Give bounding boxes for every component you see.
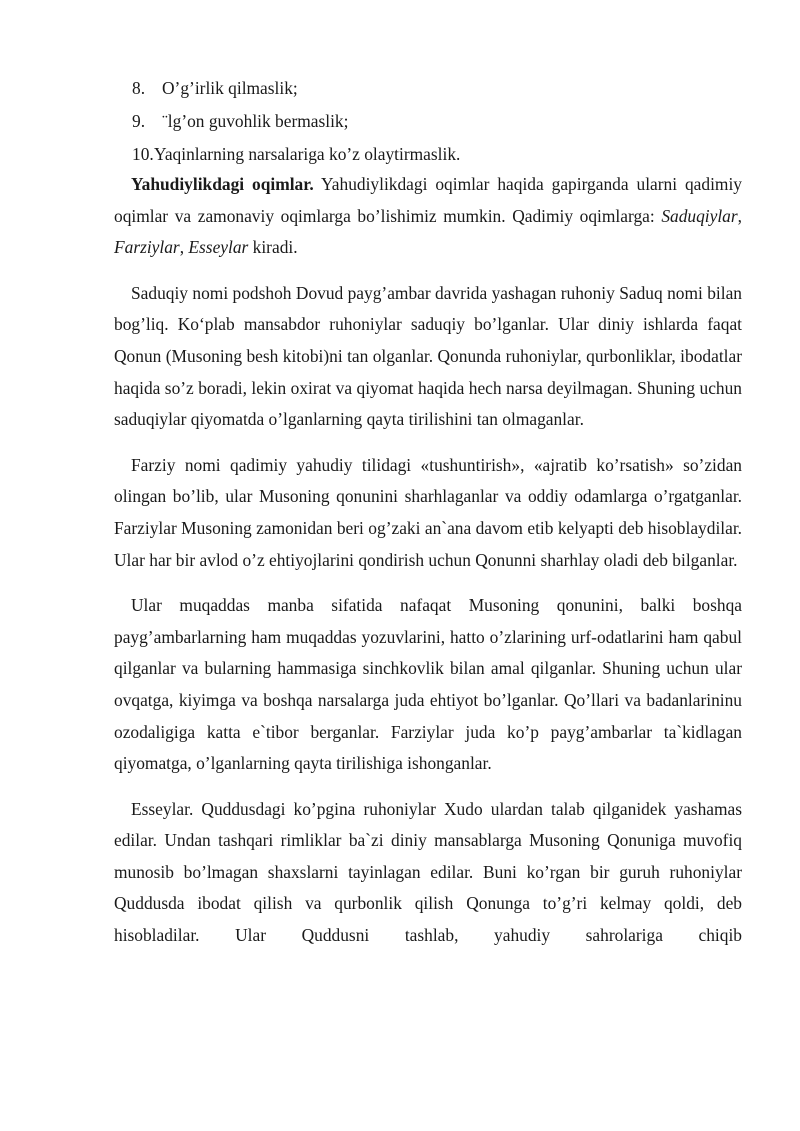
list-text: Yaqinlarning narsalariga ko’z olaytirmaslik. bbox=[154, 144, 461, 164]
separator: , bbox=[737, 205, 742, 226]
list-item bbox=[114, 105, 742, 138]
paragraph-saduqiylar: Saduqiy nomi podshoh Dovud payg’ambar davrida yashagan ruhoniy Saduq nomi bilan bog’liq. Ko‘plab mansabdor ruhoniylar saduqiy bo’lganlar. Ular diniy ishlarda faqat Qonun (Musoning besh kitobi)ni tan olganlar. Qonunda ruhoniylar, qurbonliklar, ibodatlar haqida so’z boradi, lekin oxirat va qiyomat haqida hech narsa deyilmagan. Shuning uchun saduqiylar qiyomatda o’lganlarning qayta tirilishini tan olmaganlar. bbox=[114, 282, 742, 430]
list-number: 9. bbox=[132, 111, 146, 131]
paragraph-muqaddas: Ular muqaddas manba sifatida nafaqat Musoning qonunini, balki boshqa payg’ambarlarning ham muqaddas yozuvlarini, hatto o’zlarining urf-odatlarini ham qabul qilganlar va bularning hammasiga sinchkovlik bilan amal qilganlar. Shuning uchun ular ovqatga, kiyimga va boshqa narsalarga juda ehtiyot bo’lganlar. Qo’llari va badanlarininu ozodaligiga katta e`tibor berganlar. Farziylar juda ko’p payg’ambarlar ta`kidlagan qiyomatga, o’lganlarning qayta tirilishiga ishonganlar. bbox=[114, 595, 742, 774]
list-item bbox=[114, 72, 742, 105]
list-item bbox=[114, 138, 742, 171]
section-heading: Yahudiylikdagi oqimlar. bbox=[131, 174, 314, 194]
list-text: O’g’irlik qilmaslik; bbox=[162, 78, 298, 98]
list-number: 8. bbox=[132, 78, 146, 98]
list-text: ¨lg’on guvohlik bermaslik; bbox=[162, 111, 349, 131]
intro-paragraph bbox=[114, 169, 742, 264]
list-number: 10. bbox=[132, 144, 154, 164]
paragraph-farziylar: Farziy nomi qadimiy yahudiy tilidagi «tushuntirish», «ajratib ko’rsatish» so’zidan olingan bo’lib, ular Musoning qonunini sharhlaganlar va oddiy odamlarga o’rgatganlar. Farziylar Musoning zamonidan beri og’zaki an`ana davom etib kelyapti deb hisoblaydilar. Ular har bir avlod o’z ehtiyojlarini qondirish uchun Qonunni sharhlay oladi deb bilganlar. bbox=[114, 454, 742, 570]
sect-name-saduqiylar: Saduqiylar bbox=[661, 205, 738, 226]
separator: , bbox=[179, 237, 189, 258]
paragraph-esseylar: Esseylar. Quddusdagi ko’pgina ruhoniylar Xudo ulardan talab qilganidek yashamas edilar. Undan tashqari rimliklar ba`zi diniy mansablarga Musoning Qonuniga muvofiq munosib bo’lmagan shaxslarni tayinlagan edilar. Buni ko’rgan bir guruh ruhoniylar Quddusda ibodat qilish va qurbonlik qilish Qonunga to’g’ri kelmay qoldi, deb hisobladilar. Ular Quddusni tashlab, yahudiy sahrolariga chiqib bbox=[114, 798, 742, 946]
intro-text: Yahudiylikdagi oqimlar haqida gapirganda ularni qadimiy oqimlar va zamonaviy oqimlarga bo’lishimiz mumkin. Qadimiy oqimlarga: bbox=[114, 174, 742, 226]
document-page bbox=[114, 72, 742, 952]
sect-name-farziylar: Farziylar bbox=[114, 237, 180, 258]
intro-end: kiradi. bbox=[248, 237, 298, 258]
sect-name-esseylar: Esseylar bbox=[188, 237, 249, 258]
